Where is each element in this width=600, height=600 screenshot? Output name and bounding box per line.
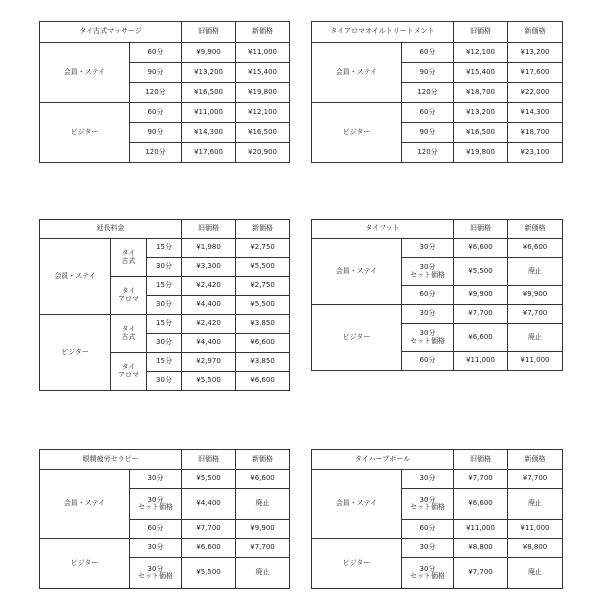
new-price-cell: ¥13,200: [508, 43, 563, 63]
table-title: タイハーブボール: [312, 450, 454, 470]
eye-therapy-price-table: [39, 449, 290, 589]
table-title: 眼精疲労セラピー: [40, 450, 182, 470]
old-price-header: 旧価格: [454, 22, 508, 43]
duration-cell: 15分: [147, 239, 182, 258]
old-price-cell: ¥19,800: [454, 143, 508, 163]
old-price-cell: ¥5,500: [454, 258, 508, 286]
new-price-cell: ¥6,600: [236, 470, 290, 489]
table-title: 延長料金: [40, 220, 182, 239]
group-label: ビジター: [312, 539, 402, 589]
new-price-cell: ¥16,500: [236, 123, 290, 143]
duration-cell: 30分 セット価格: [402, 489, 454, 520]
subgroup-label: タイ アロマ: [111, 353, 147, 391]
new-price-header: 新価格: [508, 220, 563, 239]
new-price-cell: ¥2,750: [236, 239, 290, 258]
new-price-cell: ¥23,100: [508, 143, 563, 163]
old-price-cell: ¥5,500: [182, 558, 236, 589]
new-price-cell: 廃止: [508, 258, 563, 286]
new-price-cell: ¥17,600: [508, 63, 563, 83]
duration-cell: 60分: [402, 352, 454, 371]
group-label: 会員・ステイ: [40, 239, 111, 315]
old-price-cell: ¥7,700: [454, 558, 508, 589]
old-price-cell: ¥12,100: [454, 43, 508, 63]
old-price-cell: ¥4,400: [182, 334, 236, 353]
duration-cell: 30分: [402, 539, 454, 558]
new-price-cell: 廃止: [236, 558, 290, 589]
duration-cell: 30分: [402, 305, 454, 324]
new-price-cell: ¥6,600: [236, 372, 290, 391]
subgroup-label: タイ アロマ: [111, 277, 147, 315]
old-price-cell: ¥7,700: [454, 470, 508, 489]
new-price-cell: 廃止: [508, 324, 563, 352]
old-price-cell: ¥6,600: [454, 239, 508, 258]
group-label: 会員・ステイ: [40, 43, 130, 103]
new-price-cell: ¥19,800: [236, 83, 290, 103]
duration-cell: 30分: [402, 470, 454, 489]
old-price-cell: ¥11,000: [454, 520, 508, 539]
new-price-cell: 廃止: [236, 489, 290, 520]
new-price-cell: ¥11,000: [508, 352, 563, 371]
old-price-cell: ¥2,420: [182, 315, 236, 334]
old-price-cell: ¥9,900: [454, 286, 508, 305]
new-price-cell: ¥7,700: [236, 539, 290, 558]
duration-cell: 15分: [147, 353, 182, 372]
old-price-cell: ¥6,600: [454, 324, 508, 352]
old-price-cell: ¥6,600: [182, 539, 236, 558]
old-price-cell: ¥11,000: [182, 103, 236, 123]
old-price-cell: ¥16,500: [454, 123, 508, 143]
table-title: タイ古式マッサージ: [40, 22, 182, 43]
old-price-cell: ¥8,800: [454, 539, 508, 558]
old-price-cell: ¥13,200: [454, 103, 508, 123]
duration-cell: 30分: [130, 470, 182, 489]
old-price-cell: ¥16,500: [182, 83, 236, 103]
new-price-cell: ¥5,500: [236, 296, 290, 315]
group-label: 会員・ステイ: [40, 470, 130, 539]
duration-cell: 30分: [402, 239, 454, 258]
duration-cell: 30分 セット価格: [130, 558, 182, 589]
old-price-cell: ¥4,400: [182, 296, 236, 315]
duration-cell: 30分 セット価格: [130, 489, 182, 520]
duration-cell: 30分: [147, 334, 182, 353]
duration-cell: 30分: [147, 296, 182, 315]
new-price-cell: ¥12,100: [236, 103, 290, 123]
old-price-cell: ¥3,300: [182, 258, 236, 277]
old-price-header: 旧価格: [182, 22, 236, 43]
duration-cell: 30分 セット価格: [402, 258, 454, 286]
group-label: 会員・ステイ: [312, 43, 402, 103]
thai-aroma-price-table: [311, 21, 563, 163]
duration-cell: 120分: [130, 83, 182, 103]
duration-cell: 120分: [402, 83, 454, 103]
new-price-cell: ¥9,900: [236, 520, 290, 539]
new-price-cell: ¥9,900: [508, 286, 563, 305]
duration-cell: 30分: [130, 539, 182, 558]
group-label: ビジター: [40, 103, 130, 163]
old-price-cell: ¥5,500: [182, 372, 236, 391]
old-price-cell: ¥7,700: [182, 520, 236, 539]
old-price-cell: ¥13,200: [182, 63, 236, 83]
new-price-cell: ¥11,000: [236, 43, 290, 63]
duration-cell: 30分: [147, 258, 182, 277]
new-price-cell: ¥8,800: [508, 539, 563, 558]
thai-massage-price-table: [39, 21, 290, 163]
duration-cell: 30分 セット価格: [402, 558, 454, 589]
new-price-cell: ¥6,600: [236, 334, 290, 353]
new-price-cell: ¥5,500: [236, 258, 290, 277]
new-price-header: 新価格: [508, 22, 563, 43]
old-price-header: 旧価格: [454, 450, 508, 470]
duration-cell: 60分: [402, 103, 454, 123]
new-price-cell: ¥6,600: [508, 239, 563, 258]
duration-cell: 60分: [402, 43, 454, 63]
herbal-ball-price-table: [311, 449, 563, 589]
new-price-cell: 廃止: [508, 558, 563, 589]
old-price-cell: ¥2,970: [182, 353, 236, 372]
old-price-cell: ¥5,500: [182, 470, 236, 489]
duration-cell: 120分: [130, 143, 182, 163]
old-price-cell: ¥7,700: [454, 305, 508, 324]
old-price-cell: ¥4,400: [182, 489, 236, 520]
new-price-header: 新価格: [508, 450, 563, 470]
group-label: ビジター: [40, 315, 111, 391]
extension-price-table: [39, 219, 290, 391]
duration-cell: 60分: [402, 286, 454, 305]
new-price-cell: ¥11,000: [508, 520, 563, 539]
new-price-cell: ¥7,700: [508, 470, 563, 489]
duration-cell: 90分: [402, 63, 454, 83]
duration-cell: 15分: [147, 315, 182, 334]
new-price-cell: ¥22,000: [508, 83, 563, 103]
table-title: タイフット: [312, 220, 454, 239]
group-label: ビジター: [40, 539, 130, 589]
subgroup-label: タイ 古式: [111, 315, 147, 353]
group-label: 会員・ステイ: [312, 239, 402, 305]
new-price-header: 新価格: [236, 220, 290, 239]
new-price-cell: ¥15,400: [236, 63, 290, 83]
old-price-cell: ¥11,000: [454, 352, 508, 371]
group-label: 会員・ステイ: [312, 470, 402, 539]
new-price-cell: ¥20,900: [236, 143, 290, 163]
duration-cell: 60分: [402, 520, 454, 539]
new-price-cell: ¥2,750: [236, 277, 290, 296]
new-price-cell: ¥14,300: [508, 103, 563, 123]
old-price-cell: ¥17,600: [182, 143, 236, 163]
old-price-header: 旧価格: [182, 450, 236, 470]
old-price-cell: ¥15,400: [454, 63, 508, 83]
old-price-header: 旧価格: [454, 220, 508, 239]
old-price-header: 旧価格: [182, 220, 236, 239]
new-price-header: 新価格: [236, 22, 290, 43]
subgroup-label: タイ 古式: [111, 239, 147, 277]
new-price-cell: 廃止: [508, 489, 563, 520]
new-price-cell: ¥3,850: [236, 353, 290, 372]
old-price-cell: ¥6,600: [454, 489, 508, 520]
group-label: ビジター: [312, 305, 402, 371]
old-price-cell: ¥18,700: [454, 83, 508, 103]
new-price-cell: ¥18,700: [508, 123, 563, 143]
new-price-cell: ¥7,700: [508, 305, 563, 324]
old-price-cell: ¥9,900: [182, 43, 236, 63]
duration-cell: 120分: [402, 143, 454, 163]
old-price-cell: ¥14,300: [182, 123, 236, 143]
old-price-cell: ¥1,980: [182, 239, 236, 258]
group-label: ビジター: [312, 103, 402, 163]
duration-cell: 30分: [147, 372, 182, 391]
duration-cell: 60分: [130, 103, 182, 123]
thai-foot-price-table: [311, 219, 563, 371]
new-price-cell: ¥3,850: [236, 315, 290, 334]
duration-cell: 60分: [130, 520, 182, 539]
duration-cell: 90分: [130, 63, 182, 83]
table-title: タイアロマオイルトリートメント: [312, 22, 454, 43]
duration-cell: 60分: [130, 43, 182, 63]
duration-cell: 90分: [402, 123, 454, 143]
duration-cell: 30分 セット価格: [402, 324, 454, 352]
new-price-header: 新価格: [236, 450, 290, 470]
duration-cell: 90分: [130, 123, 182, 143]
old-price-cell: ¥2,420: [182, 277, 236, 296]
duration-cell: 15分: [147, 277, 182, 296]
